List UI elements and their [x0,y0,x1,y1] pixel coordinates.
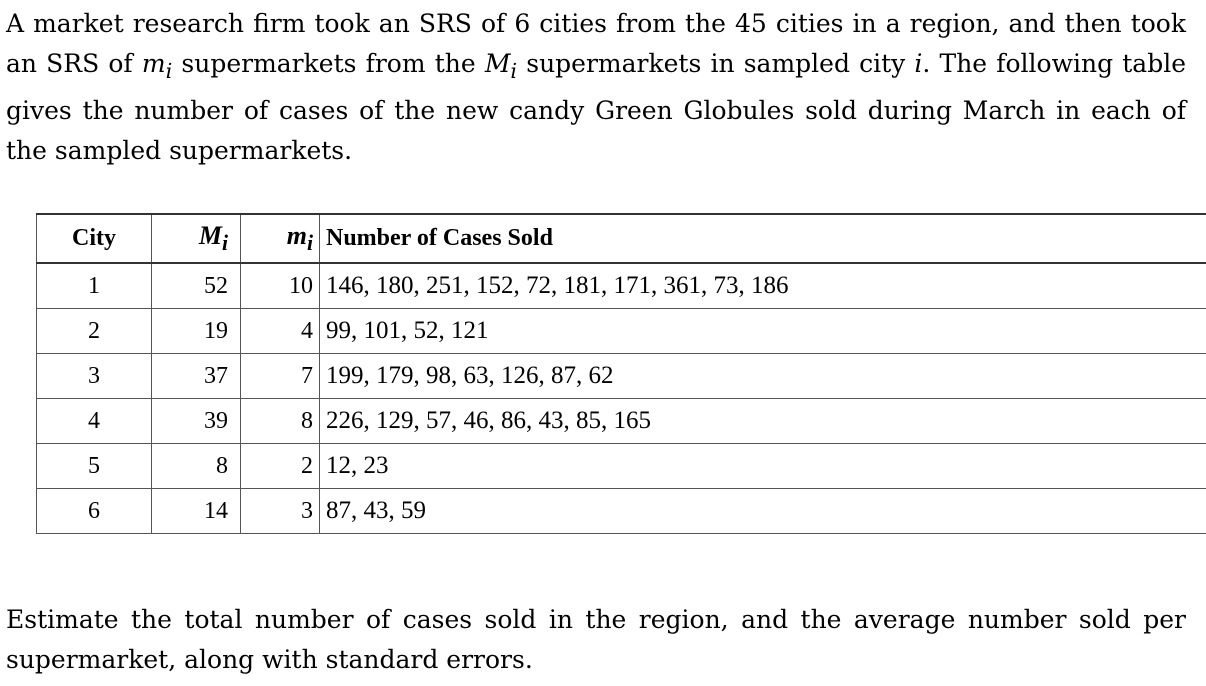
table-header-row [37,214,1206,263]
table-row [37,354,1206,399]
cell-cases: 146, 180, 251, 152, 72, 181, 171, 361, 73, 186 [320,263,1206,309]
cell-cases: 99, 101, 52, 121 [320,309,1206,354]
cell-m: 4 [241,309,320,354]
cases-table [36,213,1206,534]
cell-cases: 199, 179, 98, 63, 126, 87, 62 [320,354,1206,399]
cell-M: 8 [152,444,241,489]
cell-M: 14 [152,489,241,534]
intro-text-4: . The following table gives the number of cases of the new candy Green Globules sold during March in each of the sampled supermarkets. [6,49,1186,165]
header-m-i: $m_i$ [241,214,320,263]
intro-text-2: supermarkets from the [172,49,485,78]
cell-cases: 226, 129, 57, 46, 86, 43, 85, 165 [320,399,1206,444]
cell-city: 5 [37,444,152,489]
header-M-i: $M_i$ [152,214,241,263]
cell-m: 3 [241,489,320,534]
intro-text-3: supermarkets in sampled city [517,49,915,78]
cell-M: 37 [152,354,241,399]
cell-m: 10 [241,263,320,309]
table-row [37,263,1206,309]
cell-city: 4 [37,399,152,444]
problem-question: Estimate the total number of cases sold in the region, and the average number sold per supermarket, along with standard errors. [6,605,1186,674]
cell-M: 52 [152,263,241,309]
cell-m: 8 [241,399,320,444]
m-i-symbol: $m_i$ [141,49,173,83]
table-row [37,489,1206,534]
table-row [37,309,1206,354]
cell-cases: 87, 43, 59 [320,489,1206,534]
table-row [37,399,1206,444]
intro-text-1: A market research firm took an SRS of 6 cities from the 45 cities in a region, and then took an SRS of [6,9,1186,78]
table-row [37,444,1206,489]
cell-city: 2 [37,309,152,354]
M-i-symbol: $M_i$ [484,49,518,83]
cell-m: 7 [241,354,320,399]
cell-M: 39 [152,399,241,444]
cell-cases: 12, 23 [320,444,1206,489]
problem-intro [6,4,1186,171]
i-symbol: i [914,49,923,78]
cell-city: 1 [37,263,152,309]
header-city: City [37,214,152,263]
header-cases: Number of Cases Sold [320,214,1206,263]
cell-city: 3 [37,354,152,399]
cell-city: 6 [37,489,152,534]
cell-m: 2 [241,444,320,489]
cell-M: 19 [152,309,241,354]
